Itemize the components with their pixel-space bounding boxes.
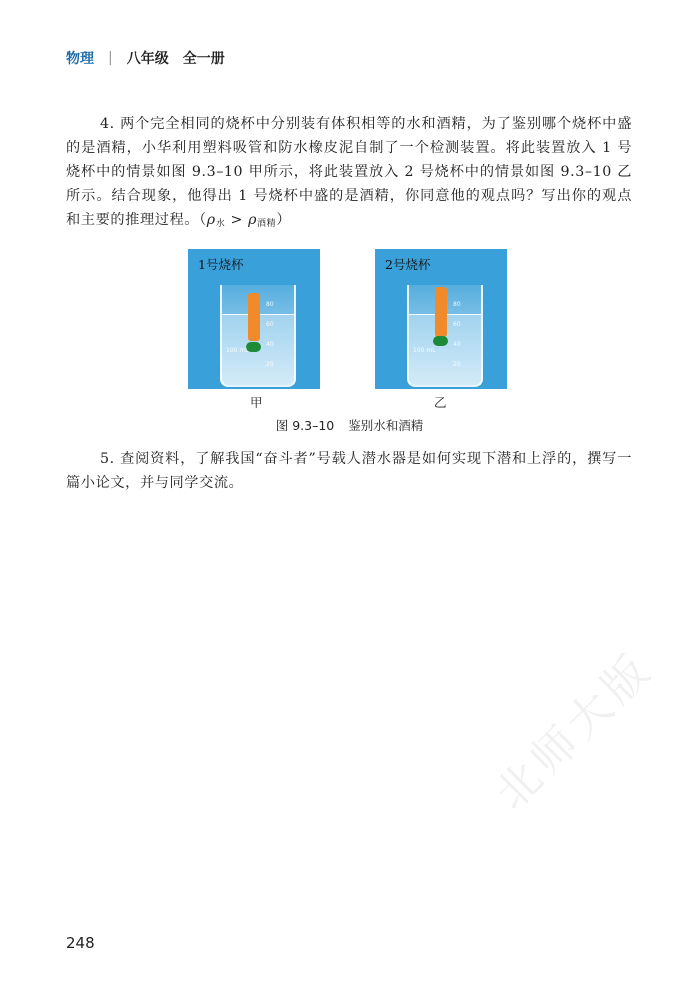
greater-than: > <box>225 212 249 228</box>
scale-mark: 80 <box>266 301 274 308</box>
publisher-watermark: 北师大版 <box>485 642 664 820</box>
scale-mark: 20 <box>453 361 461 368</box>
grade-title: 八年级 全一册 <box>126 51 225 67</box>
alcohol-subscript: 酒精 <box>257 219 277 229</box>
beaker-1-photo <box>188 249 320 389</box>
beaker-volume-text: 100 mL <box>226 347 249 354</box>
figure-title: 鉴别水和酒精 <box>348 418 424 433</box>
figure-number: 图 9.3–10 <box>275 418 335 433</box>
rho-symbol-2: ρ <box>248 212 258 228</box>
rho-symbol: ρ <box>206 212 216 228</box>
figure-caption <box>0 416 699 434</box>
scale-mark: 60 <box>266 321 274 328</box>
problem-4 <box>66 112 632 236</box>
figure-photos <box>188 249 473 389</box>
scale-mark: 40 <box>266 341 274 348</box>
water-subscript: 水 <box>215 219 226 229</box>
close-paren: ） <box>276 212 292 228</box>
problem-4-text: 4. 两个完全相同的烧杯中分别装有体积相等的水和酒精，为了鉴别哪个烧杯中盛的是酒精，小华利用塑料吸管和防水橡皮泥自制了一个检测装置。将此装置放入 1 号烧杯中的情景如图 9.3–10 甲所示，将此装置放入 2 号烧杯中的情景如图 9.3–10 乙所示。结合现象，他得出 1 号烧杯中盛的是酒精，你同意他的观点吗？写出你的观点和主要的推理过程。（ <box>66 116 632 228</box>
beaker-2-photo <box>375 249 507 389</box>
scale-mark: 40 <box>453 341 461 348</box>
beaker-2-straw <box>435 287 447 337</box>
scale-mark: 80 <box>453 301 461 308</box>
beaker-volume-text: 100 mL <box>413 347 436 354</box>
beaker-2-label: 2号烧杯 <box>385 257 431 272</box>
sub-caption-yi: 乙 <box>434 395 447 410</box>
beaker-2-clay <box>433 336 448 346</box>
header-separator: | <box>108 50 113 66</box>
scale-mark: 20 <box>266 361 274 368</box>
sub-caption-jia: 甲 <box>250 395 263 410</box>
problem-5-text: 5. 查阅资料，了解我国“奋斗者”号载人潜水器是如何实现下潜和上浮的，撰写一篇小论文，并与同学交流。 <box>66 451 632 491</box>
beaker-2 <box>407 285 483 387</box>
subject-title: 物理 <box>66 51 94 67</box>
page-number: 248 <box>66 934 95 952</box>
problem-5 <box>66 447 632 495</box>
scale-mark: 60 <box>453 321 461 328</box>
running-header <box>66 47 225 69</box>
beaker-1 <box>220 285 296 387</box>
beaker-1-label: 1号烧杯 <box>198 257 244 272</box>
beaker-1-straw <box>248 293 260 341</box>
